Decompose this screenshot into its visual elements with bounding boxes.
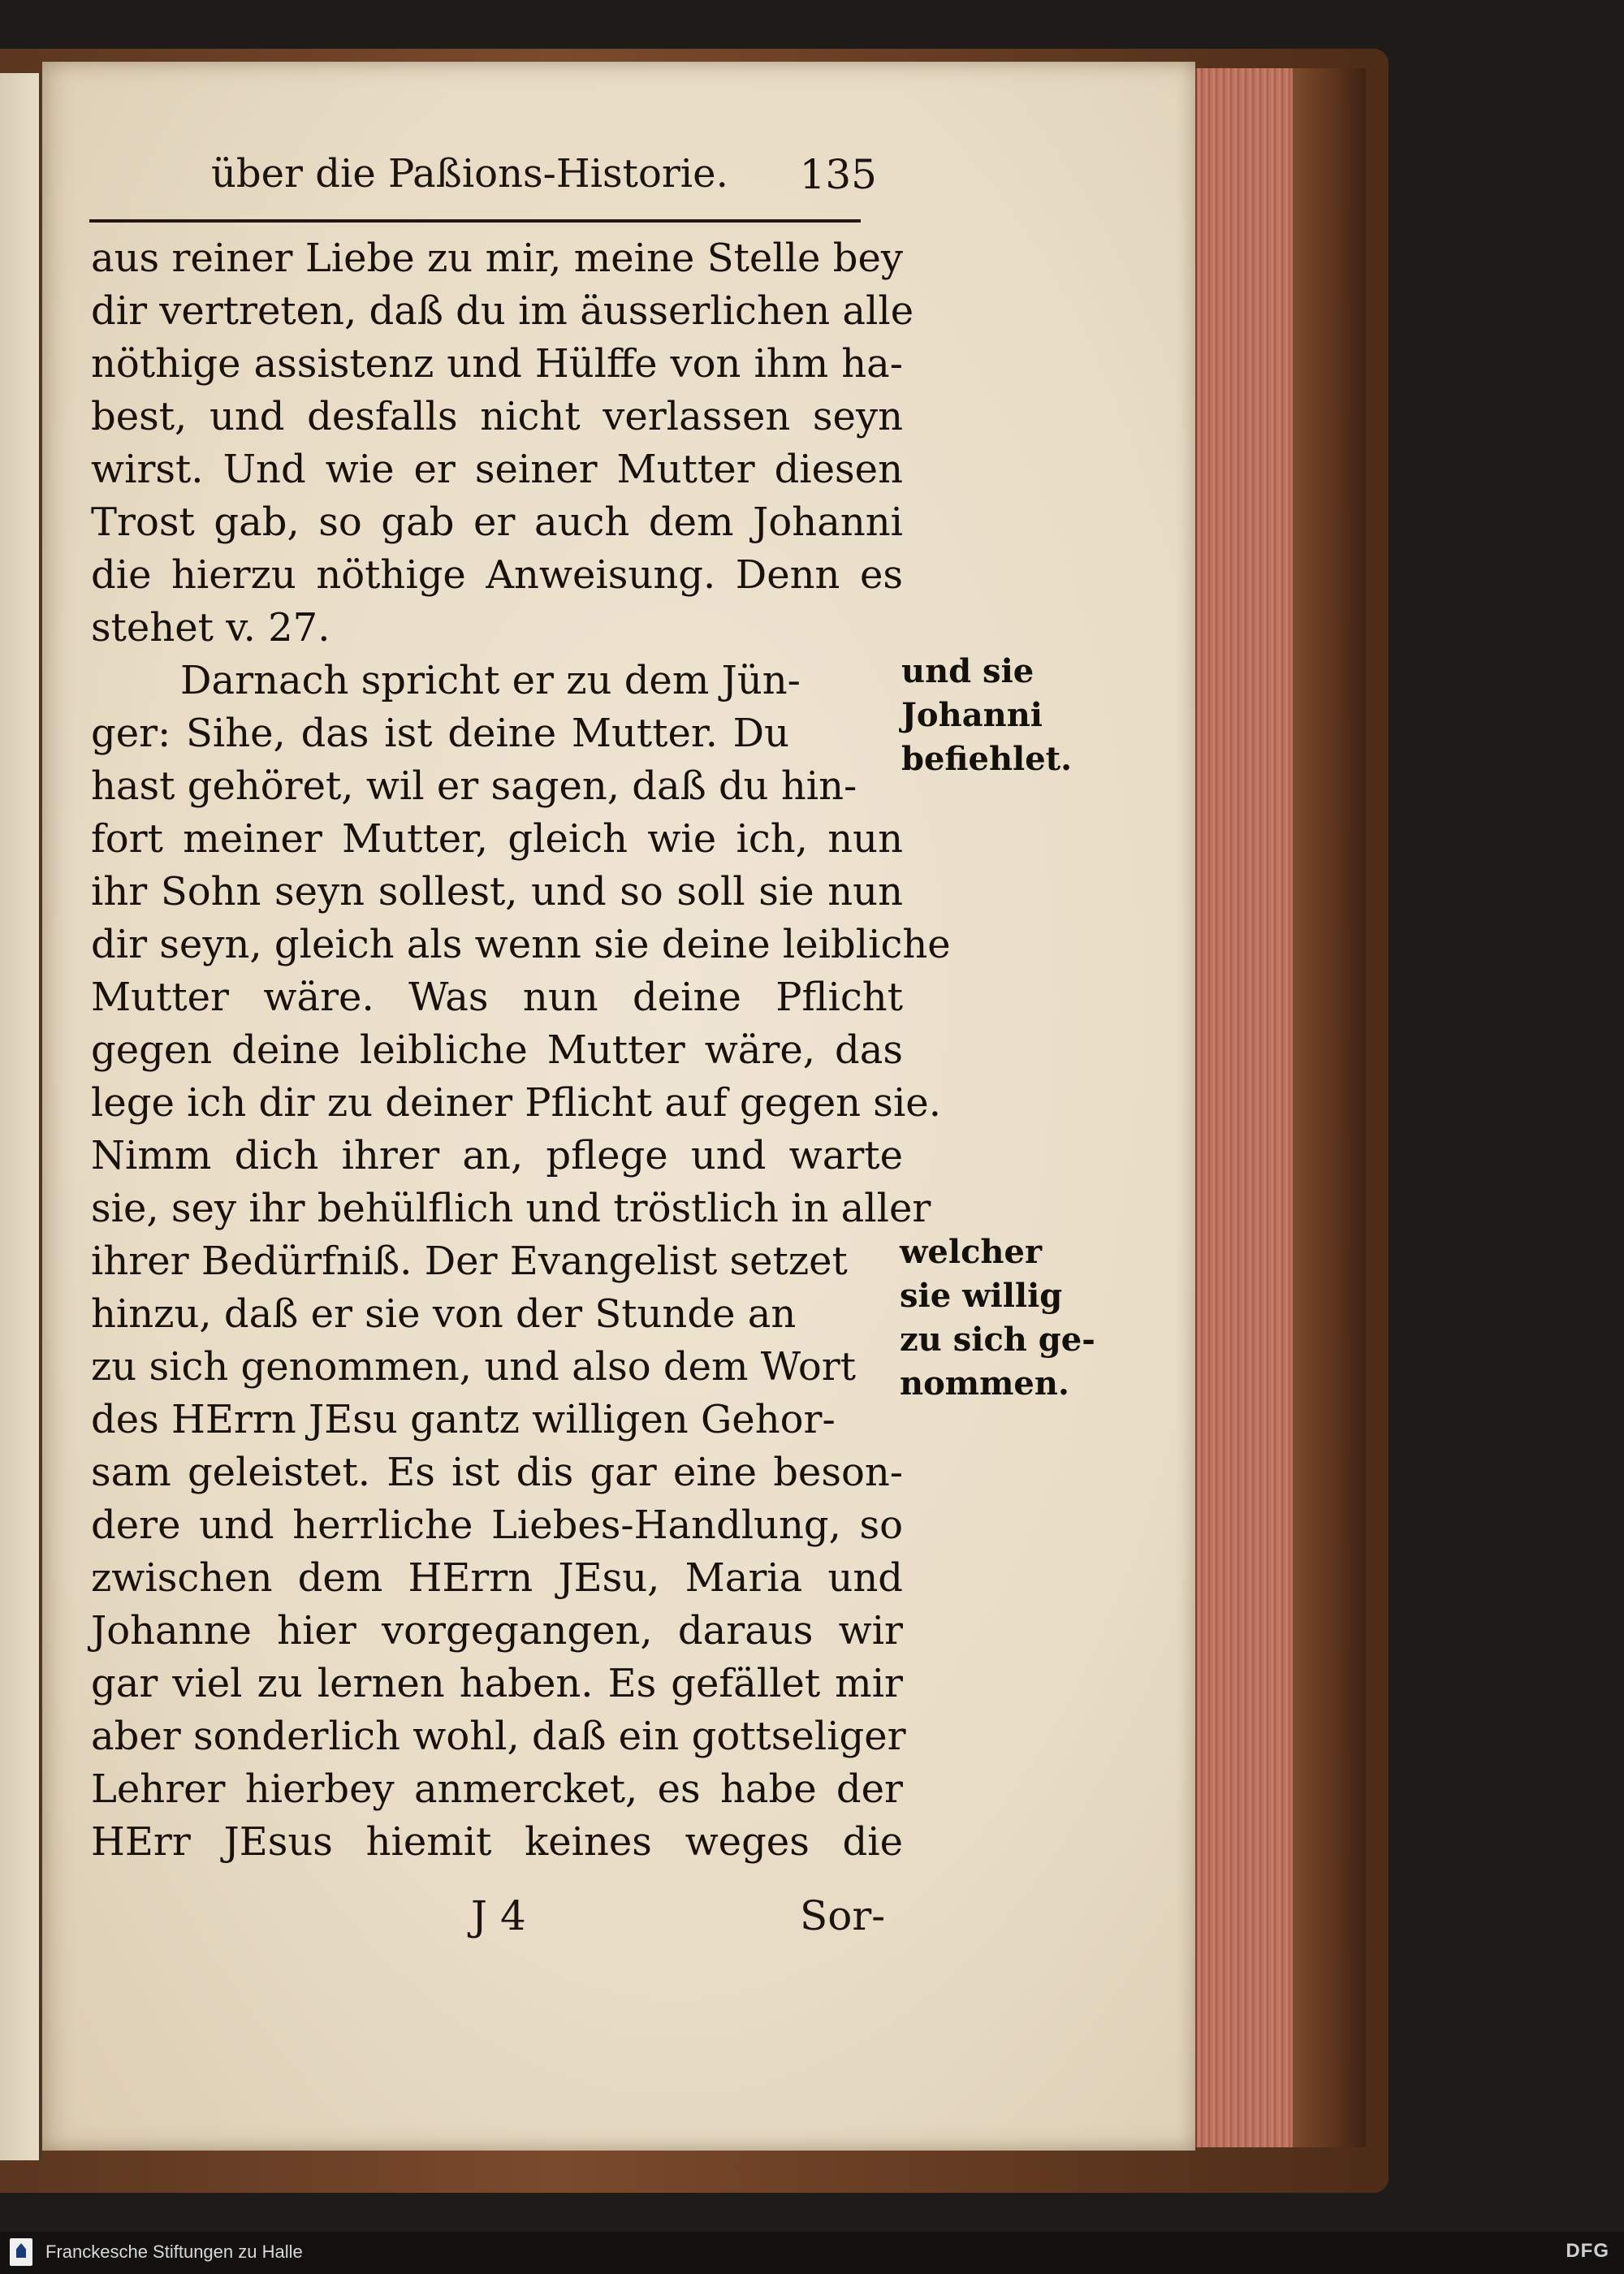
text-line: Lehrer hierbey anmercket, es habe der bbox=[91, 1766, 903, 1812]
dfg-logo: DFG bbox=[1566, 2240, 1609, 2262]
institution-logo-icon bbox=[10, 2238, 32, 2266]
text-line: best, und desfalls nicht verlassen seyn bbox=[91, 394, 903, 439]
text-line: gar viel zu lernen haben. Es gefället mir bbox=[91, 1661, 903, 1706]
left-page-edge bbox=[0, 73, 41, 2160]
text-line: ihr Sohn seyn sollest, und so soll sie nun bbox=[91, 869, 903, 914]
text-line: dere und herrliche Liebes-Handlung, so bbox=[91, 1502, 903, 1548]
margin-note-line: welcher bbox=[900, 1233, 1043, 1271]
text-line: die hierzu nöthige Anweisung. Denn es bbox=[91, 552, 903, 598]
book-cover-edge bbox=[1293, 68, 1366, 2147]
text-line: wirst. Und wie er seiner Mutter diesen bbox=[91, 447, 903, 492]
margin-note bbox=[901, 650, 1072, 781]
institution-name: Franckesche Stiftungen zu Halle bbox=[45, 2242, 303, 2262]
text-line: hinzu, daß er sie von der Stunde an bbox=[91, 1291, 797, 1337]
margin-note-line: sie willig bbox=[900, 1277, 1063, 1315]
text-line: nöthige assistenz und Hülffe von ihm ha- bbox=[91, 341, 903, 387]
text-line: Darnach spricht er zu dem Jün- bbox=[180, 658, 801, 703]
page-number: 135 bbox=[799, 151, 877, 198]
text-line: aber sonderlich wohl, daß ein gottseliger bbox=[91, 1714, 906, 1759]
text-line: Trost gab, so gab er auch dem Johanni bbox=[91, 499, 903, 545]
text-line: Nimm dich ihrer an, pflege und warte bbox=[91, 1133, 903, 1178]
text-line: dir vertreten, daß du im äusserlichen alle bbox=[91, 288, 914, 334]
page-edges bbox=[1195, 68, 1294, 2147]
header-rule bbox=[89, 219, 861, 223]
text-line: ihrer Bedürfniß. Der Evangelist setzet bbox=[91, 1239, 848, 1284]
text-line: aus reiner Liebe zu mir, meine Stelle bey bbox=[91, 236, 903, 281]
text-line: Johanne hier vorgegangen, daraus wir bbox=[91, 1608, 903, 1654]
text-line: stehet v. 27. bbox=[91, 605, 330, 651]
margin-note-line: zu sich ge- bbox=[900, 1321, 1095, 1359]
running-title: über die Paßions-Historie. bbox=[211, 151, 728, 197]
text-line: sie, sey ihr behülflich und tröstlich in aller bbox=[91, 1186, 931, 1231]
text-line: dir seyn, gleich als wenn sie deine leibliche bbox=[91, 922, 951, 967]
text-line: zwischen dem HErrn JEsu, Maria und bbox=[91, 1555, 903, 1601]
text-line: zu sich genommen, und also dem Wort bbox=[91, 1344, 856, 1390]
catchword: Sor- bbox=[800, 1892, 886, 1939]
signature-mark: J 4 bbox=[471, 1892, 526, 1939]
text-line: des HErrn JEsu gantz willigen Gehor- bbox=[91, 1397, 836, 1442]
text-line: HErr JEsus hiemit keines weges die bbox=[91, 1819, 903, 1865]
margin-note-line: befiehlet. bbox=[901, 740, 1073, 778]
margin-note-line: und sie bbox=[901, 652, 1034, 690]
text-line: ger: Sihe, das ist deine Mutter. Du bbox=[91, 711, 789, 756]
text-line: sam geleistet. Es ist dis gar eine beson- bbox=[91, 1450, 903, 1495]
margin-note bbox=[900, 1230, 1095, 1406]
margin-note-line: Johanni bbox=[901, 696, 1043, 734]
text-line: hast gehöret, wil er sagen, daß du hin- bbox=[91, 763, 857, 809]
text-line: fort meiner Mutter, gleich wie ich, nun bbox=[91, 816, 903, 862]
page-header bbox=[211, 151, 877, 208]
text-line: gegen deine leibliche Mutter wäre, das bbox=[91, 1027, 903, 1073]
text-line: lege ich dir zu deiner Pflicht auf gegen sie. bbox=[91, 1080, 941, 1126]
margin-note-line: nommen. bbox=[900, 1364, 1069, 1403]
text-line: Mutter wäre. Was nun deine Pflicht bbox=[91, 975, 903, 1020]
